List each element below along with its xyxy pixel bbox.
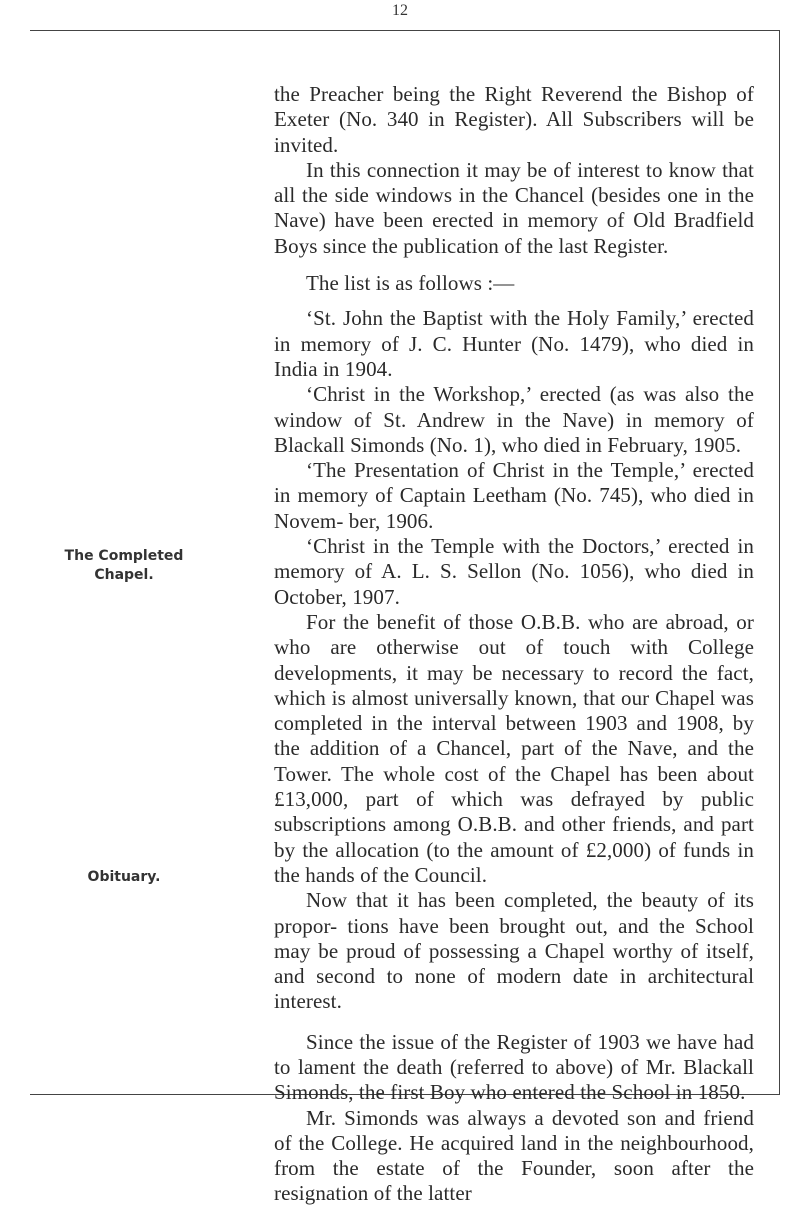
paragraph: the Preacher being the Right Reverend the Bishop of Exeter (No. 340 in Register). All Subscribers will be invited. xyxy=(274,82,754,157)
body-text xyxy=(274,82,754,1207)
paragraph: For the benefit of those O.B.B. who are abroad, or who are otherwise out of touch with College developments, it may be necessary to record the fact, which is almost universally known, that our Chapel was completed in the interval between 1903 and 1908, by the addition of a Chancel, part of the Nave, and the Tower. The whole cost of the Chapel has been about £13,000, part of which was defrayed by public subscriptions among O.B.B. and other friends, and part by the allocation (to the amount of £2,000) of funds in the hands of the Council. xyxy=(274,609,754,887)
side-note-completed-chapel xyxy=(44,547,204,585)
paragraph: The list is as follows :— xyxy=(306,271,515,296)
side-note-line: The Completed xyxy=(64,548,184,564)
side-note-line: Chapel. xyxy=(94,567,154,583)
paragraph: Now that it has been completed, the beauty of its propor- tions have been brought out, and the School may be proud of possessing a Chapel worthy of itself, and second to none of modern date in architectural interest. xyxy=(274,888,754,1014)
paragraph: Since the issue of the Register of 1903 we have had to lament the death (referred to above) of Mr. Blackall Simonds, the first Boy who entered the School in 1850. xyxy=(274,1029,754,1105)
paragraph: In this connection it may be of interest to know that all the side windows in the Chancel (besides one in the Nave) have been erected in memory of Old Bradfield Boys since the publication of the last Register. xyxy=(274,157,754,258)
list-item: ‘Christ in the Workshop,’ erected (as was also the window of St. Andrew in the Nave) in memory of Blackall Simonds (No. 1), who died in February, 1905. xyxy=(274,382,754,457)
list-item: ‘The Presentation of Christ in the Temple,’ erected in memory of Captain Leetham (No. 745), who died in Novem- ber, 1906. xyxy=(274,458,754,533)
list-item: ‘St. John the Baptist with the Holy Family,’ erected in memory of J. C. Hunter (No. 1479), who died in India in 1904. xyxy=(274,306,754,381)
side-note-obituary: Obituary. xyxy=(87,869,161,885)
list-item: ‘Christ in the Temple with the Doctors,’ erected in memory of A. L. S. Sellon (No. 1056), who died in October, 1907. xyxy=(274,534,754,609)
paragraph: Mr. Simonds was always a devoted son and friend of the College. He acquired land in the neighbourhood, from the estate of the Founder, soon after the resignation of the latter xyxy=(274,1105,754,1206)
page-number: 12 xyxy=(392,2,408,19)
